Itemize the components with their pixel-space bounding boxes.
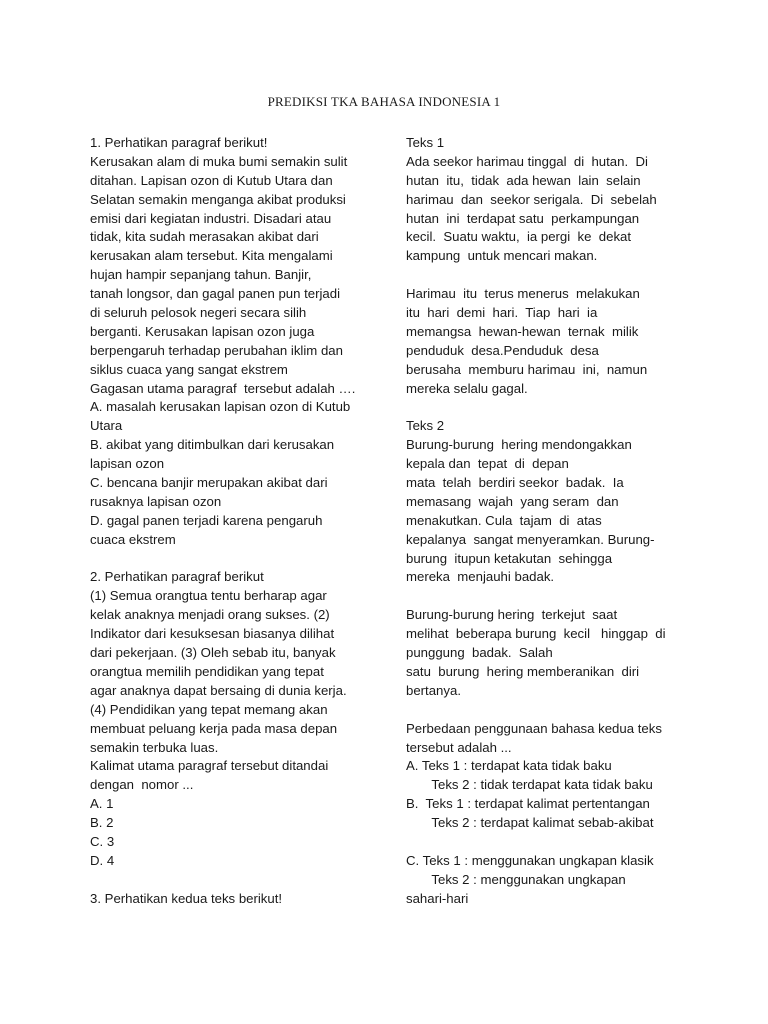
right-text-line: Harimau itu terus menerus melakukan bbox=[406, 286, 640, 302]
right-text-line: bertanya. bbox=[406, 682, 461, 698]
right-text-line: menakutkan. Cula tajam di atas bbox=[406, 512, 602, 528]
right-column bbox=[406, 134, 696, 909]
left-text-line: B. 2 bbox=[90, 815, 114, 831]
left-text-line: lapisan ozon bbox=[90, 456, 165, 472]
left-text-line bbox=[90, 550, 380, 569]
left-text-line: Kerusakan alam di muka bumi semakin sulit bbox=[90, 153, 348, 169]
left-text-line: dengan nomor ... bbox=[90, 777, 194, 793]
right-text-line: Perbedaan penggunaan bahasa kedua teks bbox=[406, 720, 662, 736]
right-text-line: B. Teks 1 : terdapat kalimat pertentangan bbox=[406, 796, 650, 812]
right-text-line bbox=[406, 833, 696, 852]
right-text-line: kepalanya sangat menyeramkan. Burung- bbox=[406, 531, 655, 547]
right-text-line: Burung-burung hering terkejut saat bbox=[406, 607, 618, 623]
right-text-line: mereka selalu gagal. bbox=[406, 380, 528, 396]
right-text-line: hutan itu, tidak ada hewan lain selain bbox=[406, 172, 641, 188]
right-text-line: kecil. Suatu waktu, ia pergi ke dekat bbox=[406, 229, 632, 245]
right-text-line: Burung-burung hering mendongakkan bbox=[406, 437, 632, 453]
right-text-line bbox=[406, 701, 696, 720]
right-text-line: sahari-hari bbox=[406, 890, 469, 906]
left-text-line: rusaknya lapisan ozon bbox=[90, 493, 222, 509]
right-text-line: berusaha memburu harimau ini, namun bbox=[406, 361, 648, 377]
left-text-line: A. masalah kerusakan lapisan ozon di Kutub bbox=[90, 399, 351, 415]
left-text-line: tanah longsor, dan gagal panen pun terjadi bbox=[90, 286, 341, 302]
left-text-line: Selatan semakin menganga akibat produksi bbox=[90, 191, 346, 207]
left-text-line bbox=[90, 871, 380, 890]
right-text-line: hutan ini terdapat satu perkampungan bbox=[406, 210, 640, 226]
left-text-line: 1. Perhatikan paragraf berikut! bbox=[90, 135, 268, 150]
left-text-line: ditahan. Lapisan ozon di Kutub Utara dan bbox=[90, 172, 333, 188]
left-text-line: 2. Perhatikan paragraf berikut bbox=[90, 569, 264, 585]
right-text-line: tersebut adalah ... bbox=[406, 739, 512, 755]
right-text-line: burung itupun ketakutan sehingga bbox=[406, 550, 613, 566]
right-text-line: mereka menjauhi badak. bbox=[406, 569, 555, 585]
right-text-line: Teks 2 : menggunakan ungkapan bbox=[406, 871, 626, 887]
left-text-line: C. 3 bbox=[90, 833, 115, 849]
left-text-line: berganti. Kerusakan lapisan ozon juga bbox=[90, 323, 315, 339]
left-text-line: D. gagal panen terjadi karena pengaruh bbox=[90, 512, 323, 528]
left-text-line: semakin terbuka luas. bbox=[90, 739, 219, 755]
right-text-line: itu hari demi hari. Tiap hari ia bbox=[406, 305, 598, 321]
right-text-line: mata telah berdiri seekor badak. Ia bbox=[406, 475, 624, 491]
left-text-line: C. bencana banjir merupakan akibat dari bbox=[90, 475, 328, 491]
right-text-line: memasang wajah yang seram dan bbox=[406, 493, 619, 509]
left-text-line: hujan hampir sepanjang tahun. Banjir, bbox=[90, 267, 312, 283]
left-text-line: dari pekerjaan. (3) Oleh sebab itu, banyak bbox=[90, 645, 336, 661]
left-text-line: B. akibat yang ditimbulkan dari kerusakan bbox=[90, 437, 335, 453]
left-text-line: (1) Semua orangtua tentu berharap agar bbox=[90, 588, 327, 604]
left-text-line: kerusakan alam tersebut. Kita mengalami bbox=[90, 248, 333, 264]
right-text-line: memangsa hewan-hewan ternak milik bbox=[406, 323, 639, 339]
left-text-line: kelak anaknya menjadi orang sukses. (2) bbox=[90, 607, 330, 623]
page-title: PREDIKSI TKA BAHASA INDONESIA 1 bbox=[267, 94, 501, 109]
left-text-line: cuaca ekstrem bbox=[90, 531, 176, 547]
left-text-line: membuat peluang kerja pada masa depan bbox=[90, 720, 338, 736]
left-text-line: siklus cuaca yang sangat ekstrem bbox=[90, 361, 288, 377]
left-text-line: Gagasan utama paragraf tersebut adalah …. bbox=[90, 380, 356, 396]
right-text-line: Teks 2 : tidak terdapat kata tidak baku bbox=[406, 777, 653, 793]
right-text-line: kepala dan tepat di depan bbox=[406, 456, 569, 472]
right-text-line bbox=[406, 266, 696, 285]
left-text-line: Utara bbox=[90, 418, 123, 434]
left-text-line: (4) Pendidikan yang tepat memang akan bbox=[90, 701, 328, 717]
left-text-line: Indikator dari kesuksesan biasanya dilihat bbox=[90, 626, 335, 642]
right-text-line bbox=[406, 398, 696, 417]
right-text-line: harimau dan seekor serigala. Di sebelah bbox=[406, 191, 657, 207]
left-text-line: di seluruh pelosok negeri secara silih bbox=[90, 305, 307, 321]
right-text-line: C. Teks 1 : menggunakan ungkapan klasik bbox=[406, 852, 654, 868]
left-text-line: emisi dari kegiatan industri. Disadari atau bbox=[90, 210, 332, 226]
right-text-line: satu burung hering memberanikan diri bbox=[406, 663, 640, 679]
left-text-line: A. 1 bbox=[90, 796, 114, 812]
left-text-line: tidak, kita sudah merasakan akibat dari bbox=[90, 229, 319, 245]
right-text-line: Teks 2 : terdapat kalimat sebab-akibat bbox=[406, 815, 654, 831]
left-text-line: D. 4 bbox=[90, 852, 115, 868]
right-text-line bbox=[406, 587, 696, 606]
left-text-line: Kalimat utama paragraf tersebut ditandai bbox=[90, 758, 329, 774]
left-text-line: orangtua memilih pendidikan yang tepat bbox=[90, 663, 324, 679]
right-text-line: melihat beberapa burung kecil hinggap di bbox=[406, 626, 666, 642]
right-text-line: punggung badak. Salah bbox=[406, 645, 553, 661]
right-text-line: Ada seekor harimau tinggal di hutan. Di bbox=[406, 153, 648, 169]
left-text-line: 3. Perhatikan kedua teks berikut! bbox=[90, 890, 283, 906]
right-text-line: kampung untuk mencari makan. bbox=[406, 248, 598, 264]
left-text-line: berpengaruh terhadap perubahan iklim dan bbox=[90, 342, 343, 358]
right-text-line: Teks 1 bbox=[406, 135, 445, 150]
right-text-line: A. Teks 1 : terdapat kata tidak baku bbox=[406, 758, 612, 774]
right-text-line: Teks 2 bbox=[406, 418, 445, 434]
right-text-line: penduduk desa.Penduduk desa bbox=[406, 342, 599, 358]
left-column bbox=[90, 134, 380, 909]
left-text-line: agar anaknya dapat bersaing di dunia kerja. bbox=[90, 682, 347, 698]
